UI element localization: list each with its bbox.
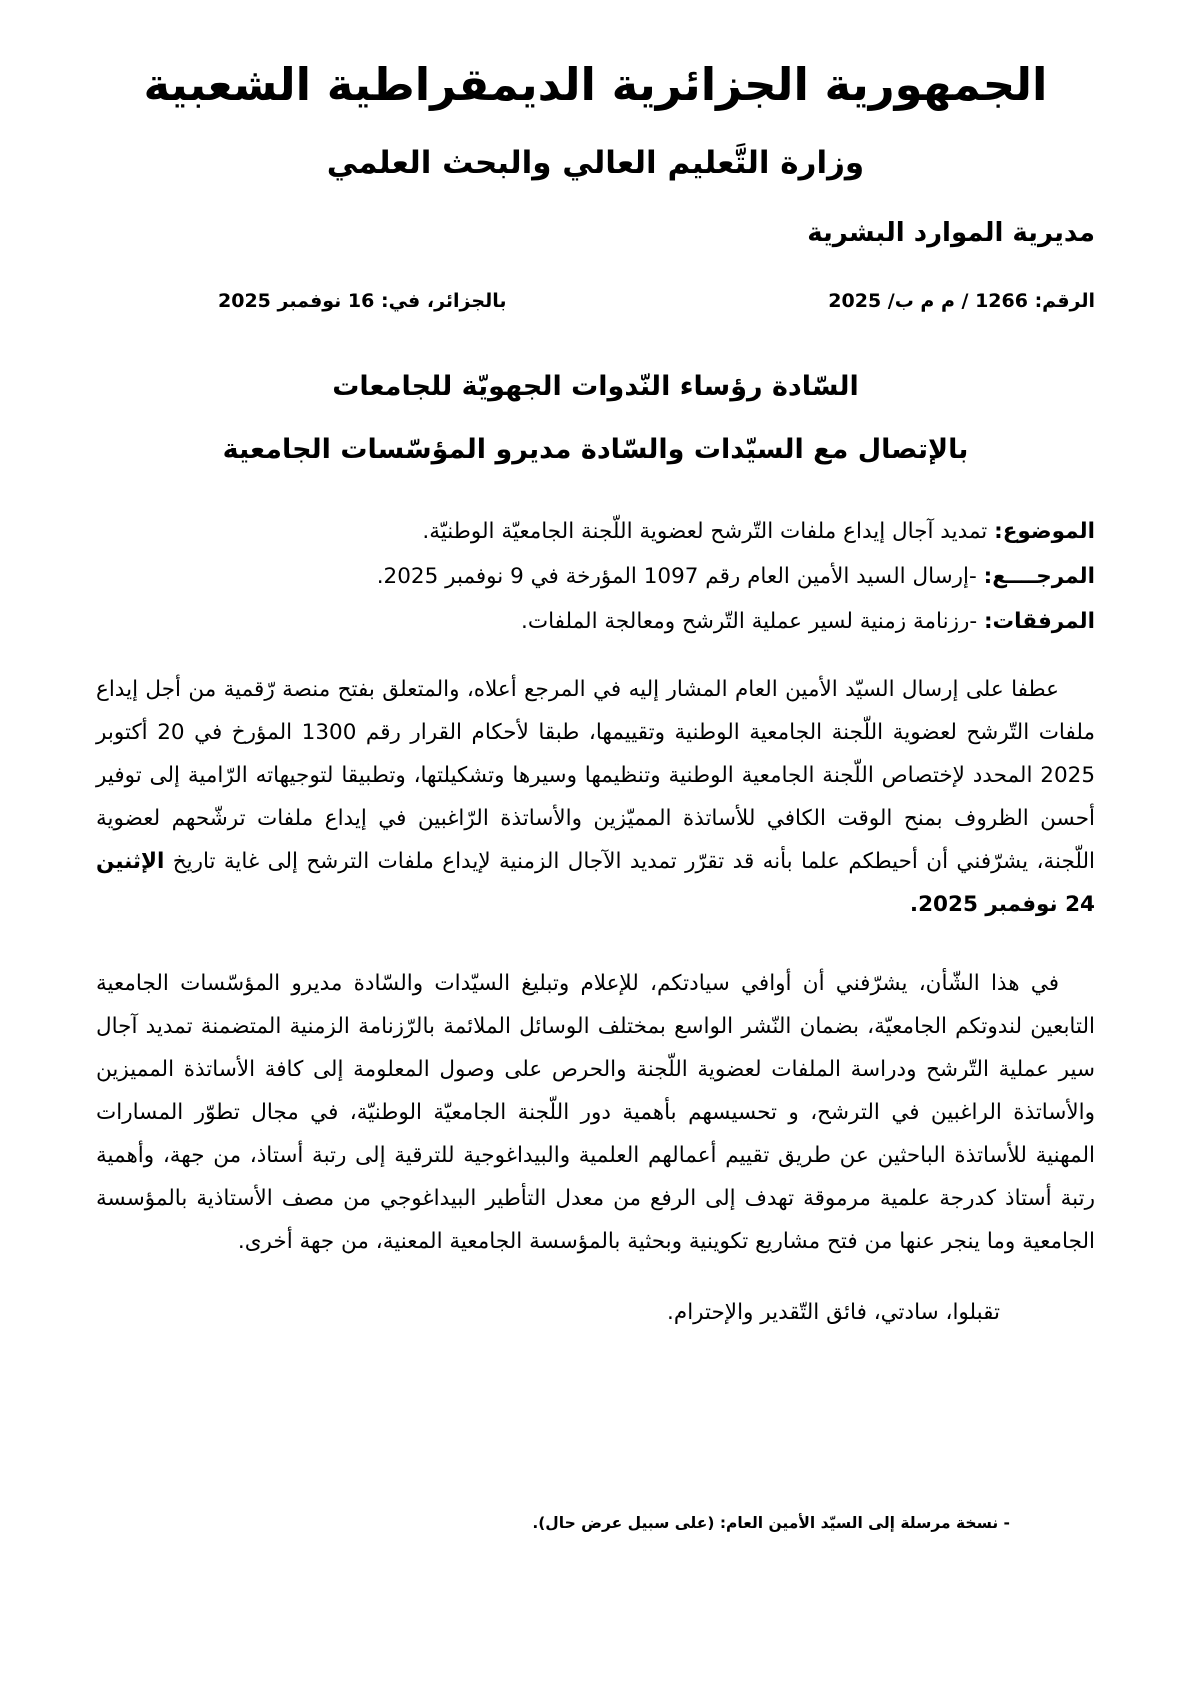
addressee-block — [96, 355, 1095, 481]
reference-date-line — [96, 287, 1095, 315]
attachments-text: -رزنامة زمنية لسير عملية التّرشح ومعالجة الملفات. — [521, 609, 984, 634]
reference-label: المرجــــع: — [983, 564, 1095, 589]
copy-distribution-note: - نسخة مرسلة إلى السيّد الأمين العام: (على سبيل عرض حال). — [532, 1514, 1010, 1532]
reference-number: الرقم: 1266 / م م ب/ 2025 — [828, 290, 1095, 312]
subject-text: تمديد آجال إيداع ملفات التّرشح لعضوية اللّجنة الجامعيّة الوطنيّة. — [422, 519, 995, 544]
paragraph-1 — [96, 668, 1095, 926]
attachments-row — [96, 599, 1095, 644]
closing-salutation: تقبلوا، سادتي، فائق التّقدير والإحترام. — [667, 1300, 1000, 1325]
reference-text: -إرسال السيد الأمين العام رقم 1097 المؤرخة في 9 نوفمبر 2025. — [376, 564, 984, 589]
republic-title: الجمهورية الجزائرية الديمقراطية الشعبية — [143, 58, 1048, 111]
deadline-date: الإثنين 24 نوفمبر 2025. — [96, 849, 1095, 917]
paragraph-1-text: عطفا على إرسال السيّد الأمين العام المشار إليه في المرجع أعلاه، والمتعلق بفتح منصة رّقمية من أجل إيداع ملفات التّرشح لعضوية اللّجنة الجامعية الوطنية وتقييمها، طبقا لأحكام القرار رقم 1300 المؤرخ في 20 أكتوبر 2025 المحدد لإختصاص اللّجنة الجامعية الوطنية وتنظيمها وسيرها وتشكيلتها، وتطبيقا لتوجيهاته الرّامية إلى توفير أحسن الظروف بمنح الوقت الكافي للأساتذة المميّزين والأساتذة الرّاغبين في إيداع ملفات ترشّحهم لعضوية اللّجنة، يشرّفني أن أحيطكم علما بأنه قد تقرّر تمديد الآجال الزمنية لإيداع ملفات الترشح إلى غاية تاريخ — [96, 677, 1095, 874]
subject-row — [96, 509, 1095, 554]
meta-block — [96, 509, 1095, 644]
addressee-line-1: السّادة رؤساء النّدوات الجهويّة للجامعات — [332, 371, 859, 402]
ministry-title: وزارة التَّعليم العالي والبحث العلمي — [326, 145, 865, 181]
letterhead — [96, 45, 1095, 187]
reference-row — [96, 554, 1095, 599]
subject-label: الموضوع: — [994, 519, 1095, 544]
attachments-label: المرفقات: — [983, 609, 1095, 634]
paragraph-2: في هذا الشّأن، يشرّفني أن أوافي سيادتكم، للإعلام وتبليغ السيّدات والسّادة مديرو المؤسّسات الجامعية التابعين لندوتكم الجامعيّة، بضمان النّشر الواسع بمختلف الوسائل الملائمة بالرّزنامة الزمنية المتضمنة تمديد آجال سير عملية التّرشح ودراسة الملفات لعضوية اللّجنة والحرص على وصول المعلومة إلى كافة الأساتذة المميزين والأساتذة الراغبين في الترشح، و تحسيسهم بأهمية دور اللّجنة الجامعيّة الوطنيّة، في مجال تطوّر المسارات المهنية للأساتذة الباحثين عن طريق تقييم أعمالهم العلمية والبيداغوجية للترقية إلى رتبة أستاذ، من جهة، وأهمية رتبة أستاذ كدرجة علمية مرموقة تهدف إلى الرفع من معدل التأطير البيداغوجي من مصف الأستاذية بالمؤسسة الجامعية وما ينجر عنها من فتح مشاريع تكوينية وبحثية بالمؤسسة الجامعية المعنية، من جهة أخرى. — [96, 971, 1095, 1254]
place-and-date: بالجزائر، في: 16 نوفمبر 2025 — [218, 290, 507, 312]
directorate-title: مديرية الموارد البشرية — [807, 218, 1095, 248]
addressee-line-2: بالإتصال مع السيّدات والسّادة مديرو المؤسّسات الجامعية — [222, 434, 969, 465]
